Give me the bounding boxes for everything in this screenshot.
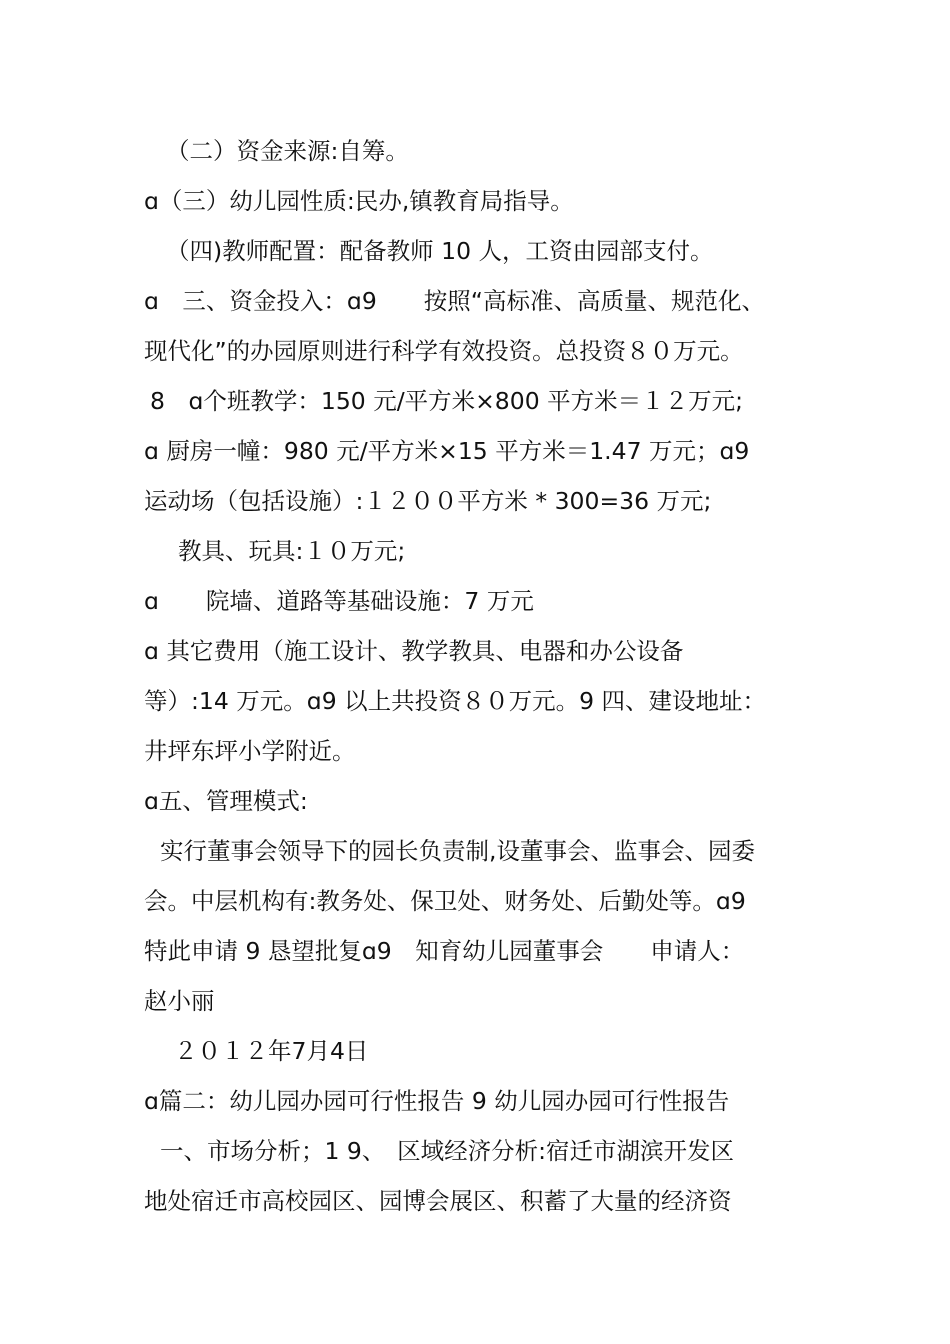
text-line-20: ɑ篇二：幼儿园办园可行性报告 9 幼儿园办园可行性报告 (144, 1087, 730, 1115)
text-line-1: （二）资金来源:自筹。 (166, 137, 409, 165)
text-line-21: 一、市场分析；1 9、 区域经济分析:宿迁市湖滨开发区 (160, 1137, 735, 1165)
text-line-15: 实行董事会领导下的园长负责制,设董事会、监事会、园委 (160, 837, 755, 865)
text-line-17: 特此申请 9 恳望批复ɑ9 知育幼儿园董事会 申请人： (144, 937, 745, 965)
text-line-14: ɑ五、管理模式: (144, 787, 308, 815)
text-line-8: 运动场（包括设施）:１２００平方米 * 300=36 万元; (144, 487, 712, 515)
text-line-16: 会。中层机构有:教务处、保卫处、财务处、后勤处等。ɑ9 (144, 887, 746, 915)
text-line-7: ɑ 厨房一幢：980 元/平方米×15 平方米＝1.47 万元；ɑ9 (144, 437, 750, 465)
text-line-18: 赵小丽 (144, 987, 215, 1015)
text-line-19: ２０１２年7月4日 (174, 1037, 369, 1065)
text-line-9: 教具、玩具:１０万元; (178, 537, 406, 565)
text-line-6: 8 ɑ个班教学：150 元/平方米×800 平方米＝１２万元; (150, 387, 744, 415)
text-line-2: ɑ（三）幼儿园性质:民办,镇教育局指导。 (144, 187, 574, 215)
text-line-10: ɑ 院墙、道路等基础设施：7 万元 (144, 587, 534, 615)
text-line-12: 等）:14 万元。ɑ9 以上共投资８０万元。9 四、建设地址： (144, 687, 767, 715)
text-line-4: ɑ 三、资金投入：ɑ9 按照“高标准、高质量、规范化、 (144, 287, 765, 315)
text-line-22: 地处宿迁市高校园区、园博会展区、积蓄了大量的经济资 (144, 1187, 732, 1215)
text-line-11: ɑ 其它费用（施工设计、教学教具、电器和办公设备 (144, 637, 684, 665)
text-line-13: 井坪东坪小学附近。 (144, 737, 356, 765)
text-line-3: （四)教师配置：配备教师 10 人，工资由园部支付。 (166, 237, 714, 265)
text-line-5: 现代化”的办园原则进行科学有效投资。总投资８０万元。 (144, 337, 744, 365)
